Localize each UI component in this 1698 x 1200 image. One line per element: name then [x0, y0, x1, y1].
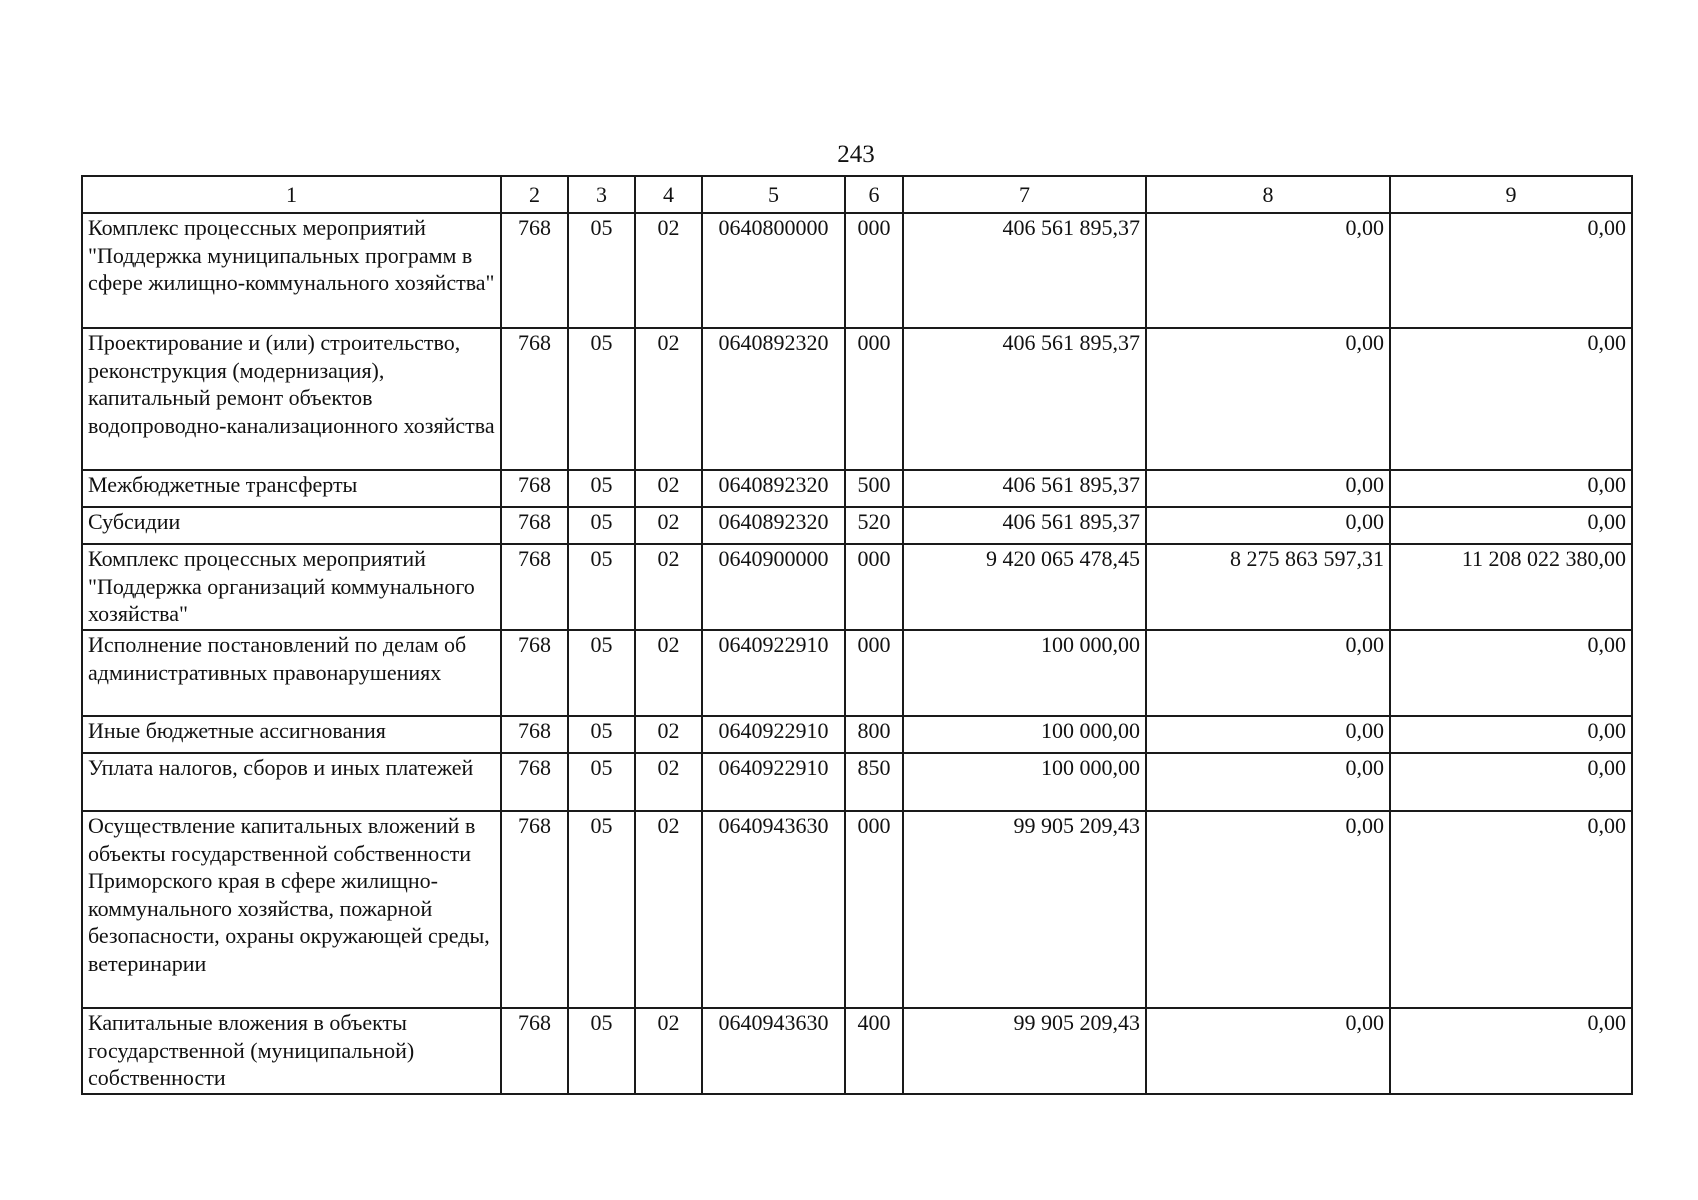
row-code-2: 768 [501, 544, 568, 630]
row-code-2: 768 [501, 811, 568, 1008]
row-code-5: 0640922910 [702, 630, 845, 716]
row-amount-9: 0,00 [1390, 716, 1632, 753]
row-name: Уплата налогов, сборов и иных платежей [82, 753, 501, 811]
row-amount-8: 0,00 [1146, 213, 1390, 328]
row-amount-8: 0,00 [1146, 630, 1390, 716]
row-name: Комплекс процессных мероприятий "Поддержка муниципальных программ в сфере жилищно-коммунального хозяйства" [82, 213, 501, 328]
row-code-6: 500 [845, 470, 903, 507]
row-code-5: 0640943630 [702, 1008, 845, 1094]
row-amount-8: 0,00 [1146, 470, 1390, 507]
row-code-2: 768 [501, 630, 568, 716]
row-code-3: 05 [568, 753, 635, 811]
row-name: Капитальные вложения в объекты государственной (муниципальной) собственности [82, 1008, 501, 1094]
row-amount-7: 100 000,00 [903, 716, 1146, 753]
row-name: Проектирование и (или) строительство, реконструкция (модернизация), капитальный ремонт объектов водопроводно-канализационного хозяйства [82, 328, 501, 470]
row-code-6: 000 [845, 630, 903, 716]
row-amount-8: 8 275 863 597,31 [1146, 544, 1390, 630]
row-code-3: 05 [568, 716, 635, 753]
row-code-5: 0640892320 [702, 470, 845, 507]
row-code-4: 02 [635, 213, 702, 328]
row-code-2: 768 [501, 470, 568, 507]
row-amount-7: 100 000,00 [903, 630, 1146, 716]
row-code-3: 05 [568, 811, 635, 1008]
row-code-3: 05 [568, 544, 635, 630]
header-cell: 5 [702, 176, 845, 213]
row-code-2: 768 [501, 507, 568, 544]
header-cell: 8 [1146, 176, 1390, 213]
row-amount-7: 406 561 895,37 [903, 507, 1146, 544]
table-row [82, 753, 1632, 811]
row-code-3: 05 [568, 213, 635, 328]
row-name: Комплекс процессных мероприятий "Поддержка организаций коммунального хозяйства" [82, 544, 501, 630]
row-amount-9: 0,00 [1390, 507, 1632, 544]
table-row [82, 507, 1632, 544]
row-amount-9: 0,00 [1390, 328, 1632, 470]
row-code-4: 02 [635, 753, 702, 811]
row-amount-8: 0,00 [1146, 328, 1390, 470]
table-row [82, 716, 1632, 753]
table-header-row [82, 176, 1632, 213]
row-code-5: 0640922910 [702, 753, 845, 811]
row-amount-9: 0,00 [1390, 213, 1632, 328]
row-name: Иные бюджетные ассигнования [82, 716, 501, 753]
row-amount-8: 0,00 [1146, 811, 1390, 1008]
row-code-4: 02 [635, 470, 702, 507]
table-row [82, 544, 1632, 630]
row-code-2: 768 [501, 213, 568, 328]
row-code-3: 05 [568, 1008, 635, 1094]
row-code-5: 0640943630 [702, 811, 845, 1008]
row-code-4: 02 [635, 328, 702, 470]
row-amount-7: 406 561 895,37 [903, 328, 1146, 470]
row-code-5: 0640800000 [702, 213, 845, 328]
row-code-4: 02 [635, 630, 702, 716]
row-code-5: 0640892320 [702, 328, 845, 470]
row-code-6: 000 [845, 213, 903, 328]
header-cell: 1 [82, 176, 501, 213]
row-code-3: 05 [568, 328, 635, 470]
row-amount-9: 11 208 022 380,00 [1390, 544, 1632, 630]
row-code-6: 000 [845, 544, 903, 630]
row-amount-8: 0,00 [1146, 507, 1390, 544]
row-code-6: 400 [845, 1008, 903, 1094]
row-amount-9: 0,00 [1390, 811, 1632, 1008]
row-code-5: 0640900000 [702, 544, 845, 630]
row-code-6: 000 [845, 328, 903, 470]
header-cell: 4 [635, 176, 702, 213]
row-code-4: 02 [635, 1008, 702, 1094]
row-name: Осуществление капитальных вложений в объекты государственной собственности Приморского края в сфере жилищно-коммунального хозяйства, пожарной безопасности, охраны окружающей среды, ветеринарии [82, 811, 501, 1008]
row-code-4: 02 [635, 811, 702, 1008]
row-amount-9: 0,00 [1390, 1008, 1632, 1094]
row-amount-9: 0,00 [1390, 753, 1632, 811]
row-code-6: 520 [845, 507, 903, 544]
row-name: Межбюджетные трансферты [82, 470, 501, 507]
row-code-3: 05 [568, 470, 635, 507]
row-amount-7: 9 420 065 478,45 [903, 544, 1146, 630]
header-cell: 2 [501, 176, 568, 213]
row-code-5: 0640922910 [702, 716, 845, 753]
row-amount-7: 406 561 895,37 [903, 213, 1146, 328]
row-amount-9: 0,00 [1390, 630, 1632, 716]
header-cell: 3 [568, 176, 635, 213]
row-code-3: 05 [568, 630, 635, 716]
row-amount-9: 0,00 [1390, 470, 1632, 507]
row-amount-7: 406 561 895,37 [903, 470, 1146, 507]
row-code-6: 800 [845, 716, 903, 753]
page-number: 243 [837, 141, 875, 168]
row-code-2: 768 [501, 1008, 568, 1094]
table-row [82, 811, 1632, 1008]
row-code-6: 000 [845, 811, 903, 1008]
row-code-4: 02 [635, 507, 702, 544]
row-code-4: 02 [635, 716, 702, 753]
table-row [82, 1008, 1632, 1094]
table-row [82, 470, 1632, 507]
row-amount-8: 0,00 [1146, 1008, 1390, 1094]
header-cell: 9 [1390, 176, 1632, 213]
row-code-2: 768 [501, 716, 568, 753]
row-code-2: 768 [501, 753, 568, 811]
header-cell: 7 [903, 176, 1146, 213]
row-name: Исполнение постановлений по делам об административных правонарушениях [82, 630, 501, 716]
table-row [82, 630, 1632, 716]
row-code-3: 05 [568, 507, 635, 544]
header-cell: 6 [845, 176, 903, 213]
row-name: Субсидии [82, 507, 501, 544]
row-code-6: 850 [845, 753, 903, 811]
row-code-4: 02 [635, 544, 702, 630]
row-code-2: 768 [501, 328, 568, 470]
row-amount-7: 99 905 209,43 [903, 1008, 1146, 1094]
row-code-5: 0640892320 [702, 507, 845, 544]
row-amount-7: 100 000,00 [903, 753, 1146, 811]
table-row [82, 328, 1632, 470]
budget-table [81, 175, 1633, 1095]
table-row [82, 213, 1632, 328]
row-amount-8: 0,00 [1146, 716, 1390, 753]
row-amount-8: 0,00 [1146, 753, 1390, 811]
row-amount-7: 99 905 209,43 [903, 811, 1146, 1008]
